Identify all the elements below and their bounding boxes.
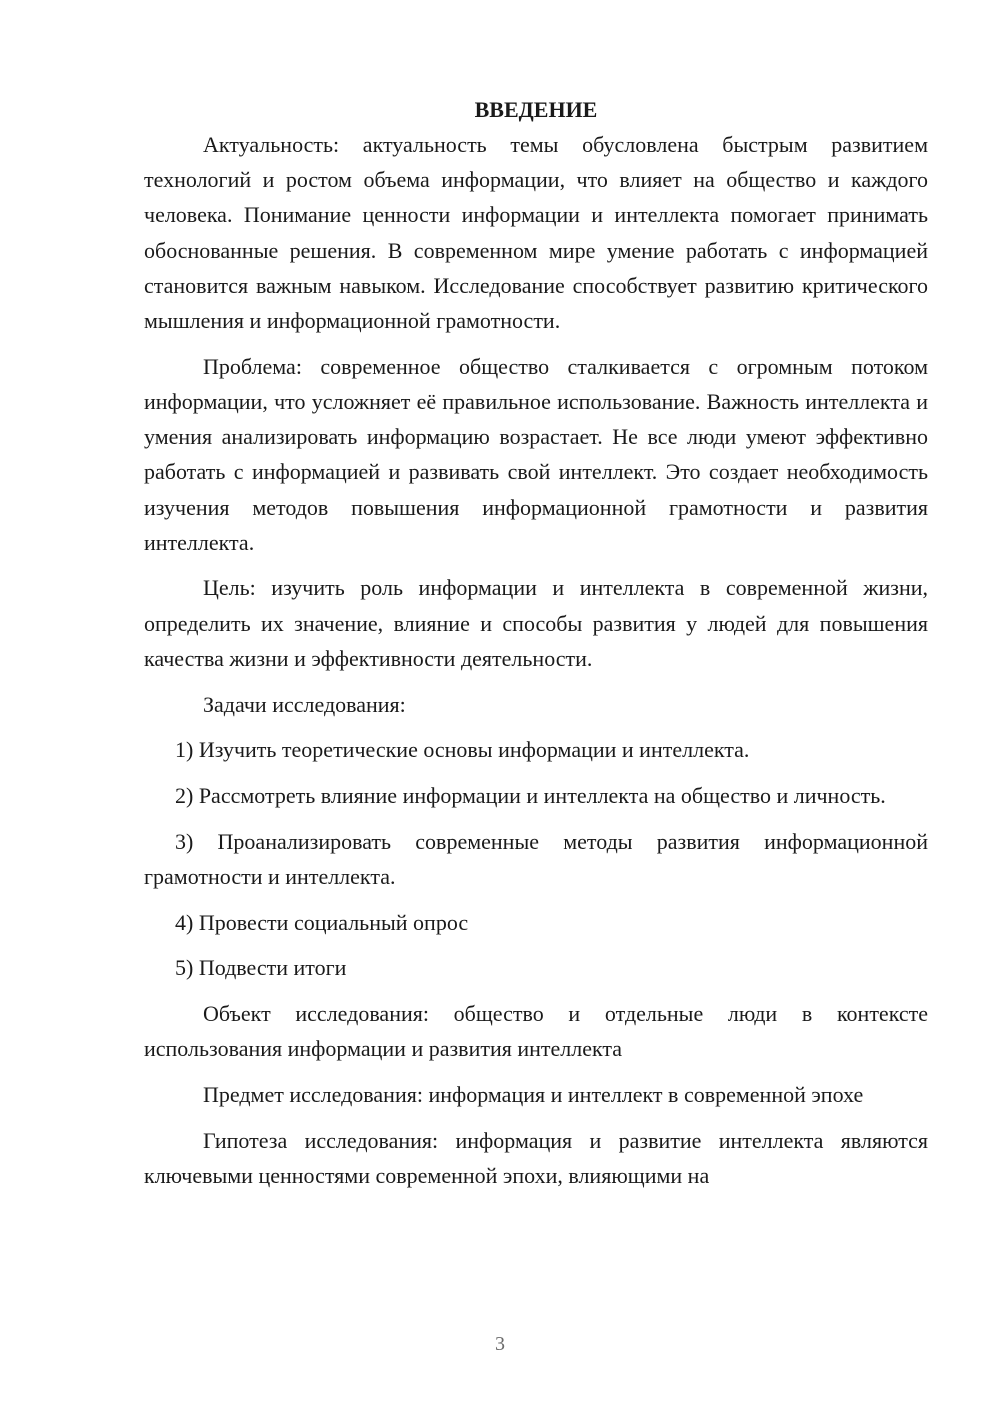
paragraph-object: Объект исследования: общество и отдельные люди в контексте использования информации и развития интеллекта [144,1000,928,1062]
task-item-5: 5) Подвести итоги [175,955,347,981]
paragraph-tasks-intro: Задачи исследования: [203,691,406,717]
document-page [144,92,928,1203]
page-number: 3 [495,1333,505,1355]
task-item-3: 3) Проанализировать современные методы развития информационной грамотности и интеллекта. [144,828,928,889]
task-item-4: 4) Провести социальный опрос [175,909,469,935]
task-item-1: 1) Изучить теоретические основы информации и интеллекта. [175,737,750,763]
paragraph-problem: Проблема: современное общество сталкивается с огромным потоком информации, что усложняет её правильное использование. Важность интеллекта и умения анализировать информацию возрастает. Не все люди умеют эффективно работать с информацией и развивать свой интеллект. Это создает необходимость изучения методов повышения информационной грамотности и развития интеллекта. [144,353,928,555]
paragraph-hypothesis: Гипотеза исследования: информация и развитие интеллекта являются ключевыми ценностями современной эпохи, влияющими на [144,1127,928,1188]
task-item-2: 2) Рассмотреть влияние информации и интеллекта на общество и личность. [175,782,886,808]
section-heading: ВВЕДЕНИЕ [474,97,598,122]
paragraph-subject: Предмет исследования: информация и интеллект в современной эпохе [203,1081,864,1107]
paragraph-relevance: Актуальность: актуальность темы обусловлена быстрым развитием технологий и ростом объема информации, что влияет на общество и каждого человека. Понимание ценности информации и интеллекта помогает принимать обоснованные решения. В современном мире умение работать с информацией становится важным навыком. Исследование способствует развитию критического мышления и информационной грамотности. [144,132,928,334]
paragraph-goal: Цель: изучить роль информации и интеллекта в современной жизни, определить их значение, влияние и способы развития у людей для повышения качества жизни и эффективности деятельности. [144,575,928,671]
